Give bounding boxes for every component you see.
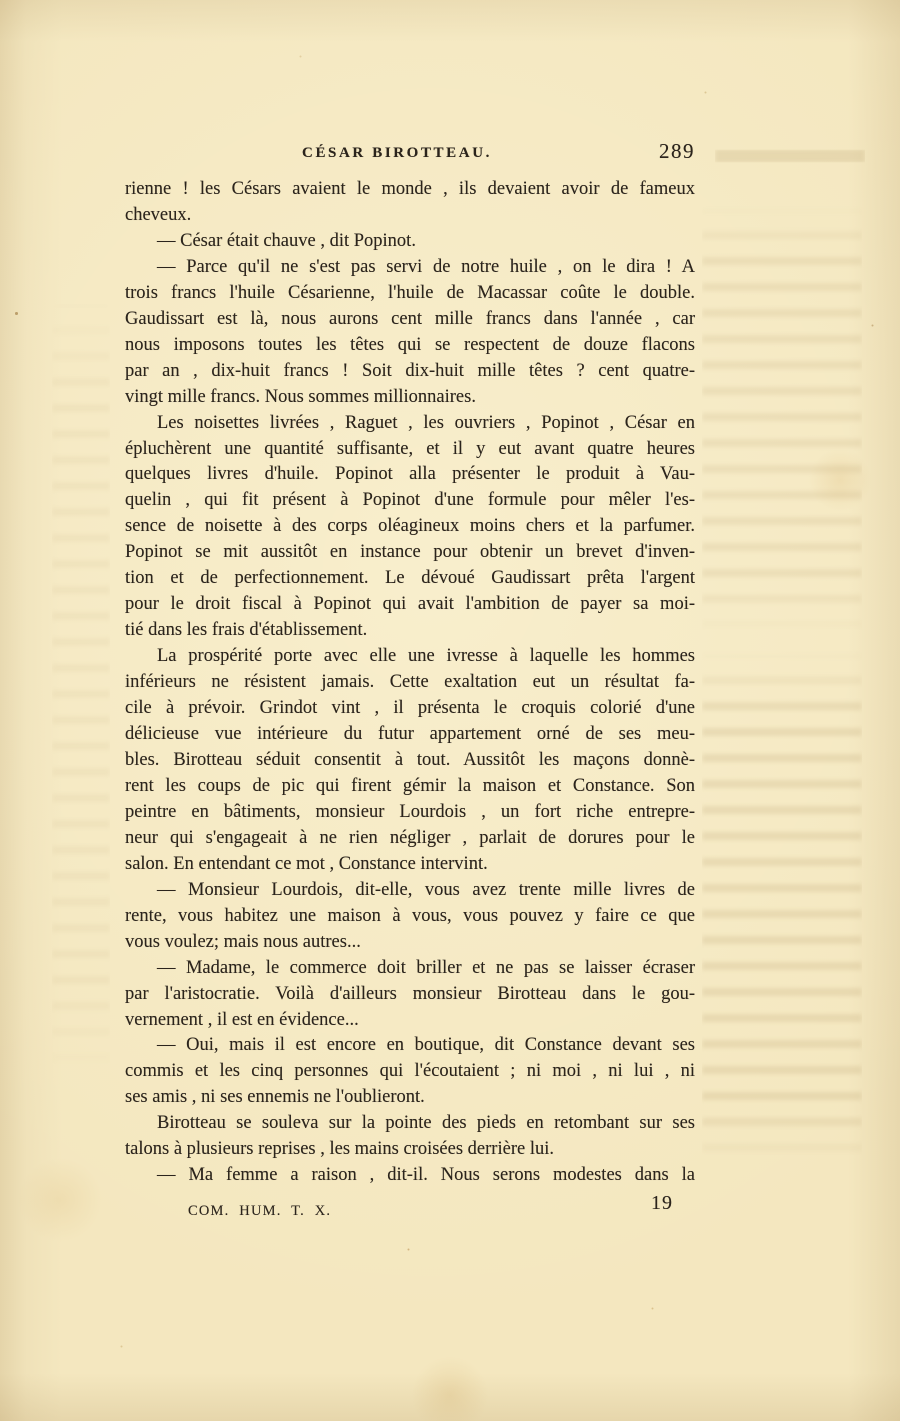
text-line: rente, vous habitez une maison à vous, vous pouvez y faire ce que bbox=[125, 905, 695, 926]
ink-bleedthrough-right-margin-lower bbox=[702, 650, 862, 1170]
printer-signature: COM. HUM. T. X. bbox=[188, 1203, 332, 1219]
text-line: — César était chauve , dit Popinot. bbox=[157, 230, 416, 251]
text-line: épluchèrent une quantité suffisante, et il y eut avant quatre heures bbox=[125, 438, 695, 459]
text-line: — Parce qu'il ne s'est pas servi de notre huile , on le dira ! A bbox=[157, 256, 695, 277]
ink-bleedthrough-right-margin-upper bbox=[702, 205, 862, 635]
text-line: neur qui s'engageait à ne rien négliger , parlait de dorures pour le bbox=[125, 827, 695, 848]
text-line: — Ma femme a raison , dit-il. Nous serons modestes dans la bbox=[157, 1165, 695, 1186]
running-header-title: CÉSAR BIROTTEAU. bbox=[302, 145, 492, 161]
text-line: cile à prévoir. Grindot vint , il présenta le croquis colorié d'une bbox=[125, 698, 695, 719]
text-line: bles. Birotteau séduit consentit à tout. Aussitôt les maçons donnè- bbox=[125, 749, 695, 770]
text-line: cheveux. bbox=[125, 204, 192, 225]
ink-bleedthrough-left-margin bbox=[52, 300, 110, 1080]
page-number: 289 bbox=[659, 139, 695, 163]
text-line: vous voulez; mais nous autres... bbox=[125, 931, 361, 952]
text-line: nous imposons toutes les têtes qui se respectent de douze flacons bbox=[125, 334, 695, 355]
text-line: rienne ! les Césars avaient le monde , ils devaient avoir de fameux bbox=[125, 179, 695, 199]
text-line: Les noisettes livrées , Raguet , les ouvriers , Popinot , César en bbox=[157, 412, 695, 433]
paper-specks bbox=[0, 0, 1, 1]
text-line: tion et de perfectionnement. Le dévoué Gaudissart prêta l'argent bbox=[125, 568, 695, 589]
text-line: pour le droit fiscal à Popinot qui avait l'ambition de payer sa moi- bbox=[125, 594, 695, 615]
text-line: sence de noisette à des corps oléagineux moins chers et la parfumer. bbox=[125, 516, 695, 537]
text-line: quelin , qui fit présent à Popinot d'une formule pour mêler l'es- bbox=[125, 490, 695, 511]
text-line: par an , dix-huit francs ! Soit dix-huit mille têtes ? cent quatre- bbox=[125, 360, 695, 381]
text-line: vingt mille francs. Nous sommes millionnaires. bbox=[125, 386, 476, 407]
text-line: délicieuse vue intérieure du futur appartement orné de ses meu- bbox=[125, 724, 695, 745]
text-line: salon. En entendant ce mot , Constance intervint. bbox=[125, 853, 488, 874]
text-line: Popinot se mit aussitôt en instance pour obtenir un brevet d'inven- bbox=[125, 542, 695, 563]
text-line: Birotteau se souleva sur la pointe des pieds en retombant sur ses bbox=[157, 1113, 695, 1134]
text-line: par l'aristocratie. Voilà d'ailleurs monsieur Birotteau dans le gou- bbox=[125, 983, 695, 1004]
running-header bbox=[125, 141, 695, 167]
text-line: vernement , il est en évidence... bbox=[125, 1009, 359, 1030]
text-line: ses amis , ni ses ennemis ne l'oublieront. bbox=[125, 1087, 425, 1108]
text-line: talons à plusieurs reprises , les mains croisées derrière lui. bbox=[125, 1139, 554, 1160]
text-line: — Madame, le commerce doit briller et ne pas se laisser écraser bbox=[157, 957, 695, 978]
text-line: tié dans les frais d'établissement. bbox=[125, 620, 368, 641]
text-line: quelques livres d'huile. Popinot alla présenter le produit à Vau- bbox=[125, 464, 695, 485]
text-line: rent les coups de pic qui firent gémir la maison et Constance. Son bbox=[125, 775, 695, 796]
page-body bbox=[125, 177, 695, 1189]
text-line: Gaudissart est là, nous aurons cent mille francs dans l'année , car bbox=[125, 308, 695, 329]
text-line: — Oui, mais il est encore en boutique, dit Constance devant ses bbox=[157, 1035, 695, 1056]
text-line: trois francs l'huile Césarienne, l'huile de Macassar coûte le double. bbox=[125, 282, 695, 303]
ink-bleedthrough-header bbox=[715, 149, 865, 163]
text-line: La prospérité porte avec elle une ivresse à laquelle les hommes bbox=[157, 646, 695, 667]
sheet-number: 19 bbox=[651, 1192, 673, 1214]
text-line: peintre en bâtiments, monsieur Lourdois , un fort riche entrepre- bbox=[125, 801, 695, 822]
text-line: — Monsieur Lourdois, dit-elle, vous avez trente mille livres de bbox=[157, 879, 695, 900]
text-line: commis et les cinq personnes qui l'écoutaient ; ni moi , ni lui , ni bbox=[125, 1061, 695, 1082]
text-line: inférieurs ne résistent jamais. Cette exaltation eut un résultat fa- bbox=[125, 672, 695, 693]
